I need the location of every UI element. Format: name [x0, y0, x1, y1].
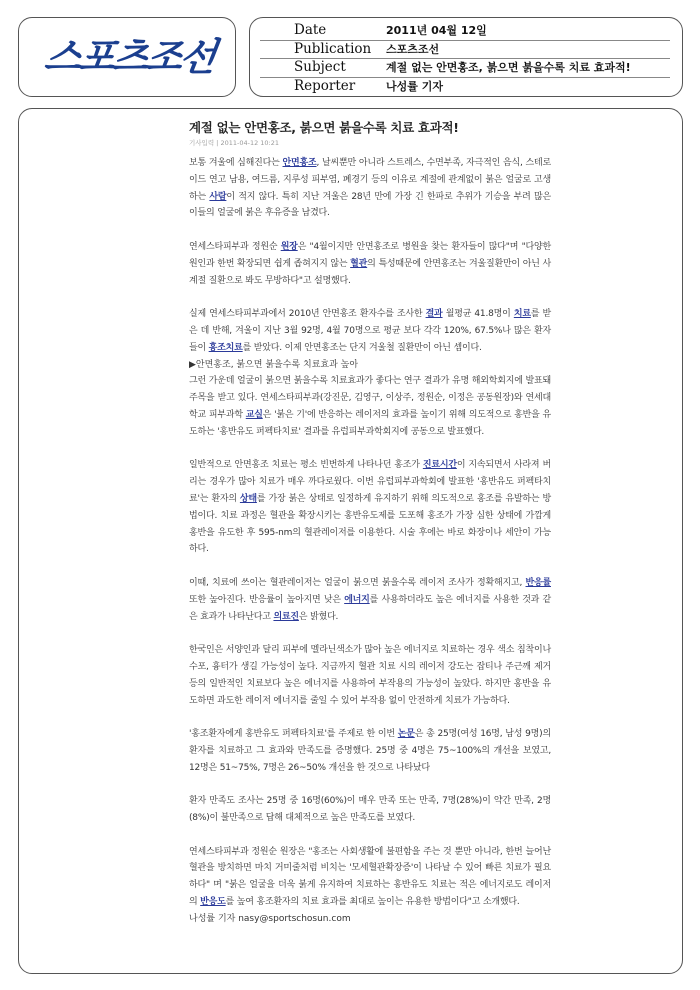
- metadata-table: [260, 22, 670, 95]
- meta-label: Reporter: [294, 77, 356, 94]
- paragraph-4: [189, 373, 551, 440]
- meta-row-subject: [260, 59, 670, 78]
- text: 은 '붉은 기'에 반응하는 레이저의 효과를 높이기 위해 의도적으로 홍반을 유도하는 '홍반유도 퍼펙타치료' 결과를 유럽피부과학회지에 공동으로 발표했다.: [189, 409, 551, 437]
- byline: 나성률 기자 nasy@sportschosun.com: [189, 913, 351, 924]
- text: , 날씨뿐만 아니라 스트레스, 수면부족, 자극적인 음식, 스테로이드 연고 남용, 여드름, 지루성 피부염, 폐경기 등의 이유로 계절에 관계없이 붉은 얼굴로 고생하는: [189, 158, 551, 202]
- paragraph-2: [189, 239, 551, 289]
- logo-box: [18, 17, 236, 97]
- publication-logo: 스포츠조선: [41, 35, 217, 79]
- keyword-link[interactable]: 치료: [513, 309, 531, 320]
- paragraph-10: [189, 844, 551, 911]
- meta-row-date: [260, 22, 670, 41]
- meta-value: 나성률 기자: [386, 79, 443, 93]
- paragraph-6: [189, 575, 551, 625]
- subheading: ▶안면홍조, 붉으면 붉을수록 치료효과 높아: [189, 359, 359, 370]
- paragraph-8: [189, 726, 551, 776]
- paragraph-9: 환자 만족도 조사는 25명 중 16명(60%)이 매우 만족 또는 만족, 7명(28%)이 약간 만족, 2명(8%)이 불만족으로 답해 대체적으로 높은 만족도를 보였다.: [189, 796, 551, 824]
- text: 이 적지 않다. 특히 지난 겨울은 28년 만에 가장 긴 한파로 추위가 기승을 부려 많은 이들의 얼굴에 붉은 후유증을 남겼다.: [189, 191, 551, 219]
- keyword-link[interactable]: 논문: [397, 729, 415, 740]
- paragraph-1: [189, 155, 551, 222]
- paragraph-3: [189, 306, 551, 356]
- text: 은 밝혔다.: [298, 611, 339, 622]
- article-title: 계절 없는 안면홍조, 붉으면 붉을수록 치료 효과적!: [189, 120, 459, 135]
- text: 를 받은 데 반해, 겨울이 지난 3월 92명, 4월 70명으로 평균 보다 각각 120%, 67.5%나 많은 환자들이: [189, 309, 551, 353]
- keyword-link[interactable]: 사람: [209, 191, 227, 202]
- text: 이때, 치료에 쓰이는 혈관레이저는 얼굴이 붉으면 붉을수록 레이저 조사가 정확해지고,: [189, 577, 526, 588]
- text: 를 높여 홍조환자의 치료 효과를 최대로 높이는 유용한 방법이다"고 소개했다.: [225, 897, 520, 908]
- text: '홍조환자에게 홍반유도 퍼펙타치료'를 주제로 한 이번: [189, 729, 398, 740]
- article-box: [18, 108, 683, 974]
- text: 를 사용하더라도 높은 에너지를 사용한 것과 같은 효과가 나타난다고: [189, 594, 551, 622]
- keyword-link[interactable]: 홍조치료: [208, 342, 243, 353]
- text: 를 받았다. 이제 안면홍조는 단지 겨울철 질환만이 아닌 셈이다.: [242, 342, 482, 353]
- paragraph-5: [189, 457, 551, 558]
- text: 를 가장 붉은 상태로 일정하게 유지하기 위해 의도적으로 홍조를 유발하는 방법이다. 치료 과정은 혈관을 확장시키는 홍반유도제를 도포해 홍조가 가장 심한 상태에 가깝게 홍반을 유도한 후 595-nm의 혈관레이저를 이용한다. 시술 후에는 바로 화장이나 세안이 가능하다.: [189, 493, 551, 555]
- meta-label: Subject: [294, 59, 346, 75]
- keyword-link[interactable]: 안면홍조: [282, 158, 317, 168]
- text: 이 지속되면서 사라져 버리는 경우가 많아 치료가 매우 까다로웠다. 이번 유럽피부과학회에 발표한 '홍반유도 퍼펙타치료'는 환자의: [189, 460, 551, 504]
- text: 은 총 25명(여성 16명, 남성 9명)의 환자를 치료하고 그 효과와 만족도를 증명했다. 25명 중 4명은 75~100%의 개선을 보였고, 12명은 51~75%, 7명은 26~50% 개선을 한 것으로 나타났다: [189, 729, 551, 773]
- text: 실제 연세스타피부과에서 2010년 안면홍조 환자수를 조사한: [189, 309, 426, 320]
- meta-label: Publication: [294, 40, 372, 57]
- keyword-link[interactable]: 반응률: [525, 577, 551, 588]
- meta-value: 계절 없는 안면홍조, 붉으면 붉을수록 치료 효과적!: [386, 61, 631, 74]
- meta-row-publication: [260, 41, 670, 60]
- meta-label: Date: [294, 22, 327, 38]
- metadata-box: [249, 17, 683, 97]
- keyword-link[interactable]: 원장: [280, 241, 298, 252]
- keyword-link[interactable]: 상태: [239, 493, 257, 504]
- text: 또한 높아진다. 반응률이 높아지면 낮은: [189, 594, 345, 605]
- keyword-link[interactable]: 의료진: [273, 611, 299, 622]
- article-date: 기사입력 | 2011-04-12 10:21: [189, 139, 280, 147]
- text: 월평균 41.8명이: [442, 309, 514, 320]
- keyword-link[interactable]: 반응도: [200, 897, 226, 908]
- keyword-link[interactable]: 결과: [425, 309, 443, 320]
- article: [189, 119, 551, 928]
- keyword-link[interactable]: 교실: [245, 409, 263, 420]
- meta-row-reporter: [260, 78, 670, 96]
- keyword-link[interactable]: 진료시간: [422, 460, 457, 471]
- text: 보통 겨울에 심해진다는: [189, 158, 283, 168]
- meta-value: 2011년 04월 12일: [386, 24, 487, 37]
- meta-value: 스포츠조선: [386, 42, 440, 56]
- keyword-link[interactable]: 혈관: [350, 258, 368, 269]
- text: 연세스타피부과 정원순: [189, 241, 281, 252]
- keyword-link[interactable]: 에너지: [344, 594, 370, 605]
- paragraph-7: 한국인은 서양인과 달리 피부에 멜라닌색소가 많아 높은 에너지로 치료하는 경우 색소 침착이나 수포, 흉터가 생길 가능성이 높다. 지금까지 혈관 치료 시의 레이저 강도는 잡티나 주근깨 제거 등의 일반적인 치료보다 높은 에너지를 사용하여 부작용의 가능성이 높았다. 하지만 홍반을 유도하면 과도한 레이저 에너지를 줄일 수 있어 부작용 없이 안전하게 치료가 가능하다.: [189, 645, 551, 706]
- text: 연세스타피부과 정원순 원장은 "홍조는 사회생활에 불편함을 주는 것 뿐만 아니라, 한번 늘어난 혈관을 방치하면 마치 거미줄처럼 비치는 '모세혈관확장증'이 나타날 수 있어 빠른 치료가 필요하다" 며 "붉은 얼굴을 더욱 붉게 유지하여 치료하는 홍반유도 치료는 적은 에너지로도 레이저의: [189, 846, 551, 908]
- text: 의 특성때문에 안면홍조는 겨울질환만이 아닌 사계절 질환으로 봐도 무방하다"고 설명했다.: [189, 258, 551, 286]
- text: 일반적으로 안면홍조 치료는 평소 빈번하게 나타나던 홍조가: [189, 460, 423, 471]
- text: 은 "4월이지만 안면홍조로 병원을 찾는 환자들이 많다"며 "다양한 원인과 한번 확장되면 쉽게 좁혀지지 않는: [189, 241, 551, 269]
- text: 그런 가운데 얼굴이 붉으면 붉을수록 치료효과가 좋다는 연구 결과가 유명 해외학회지에 발표돼 주목을 받고 있다. 연세스타피부과(강진문, 김영구, 이상주, 정원순, 이정은 공동원장)와 연세대학교 피부과학: [189, 376, 551, 420]
